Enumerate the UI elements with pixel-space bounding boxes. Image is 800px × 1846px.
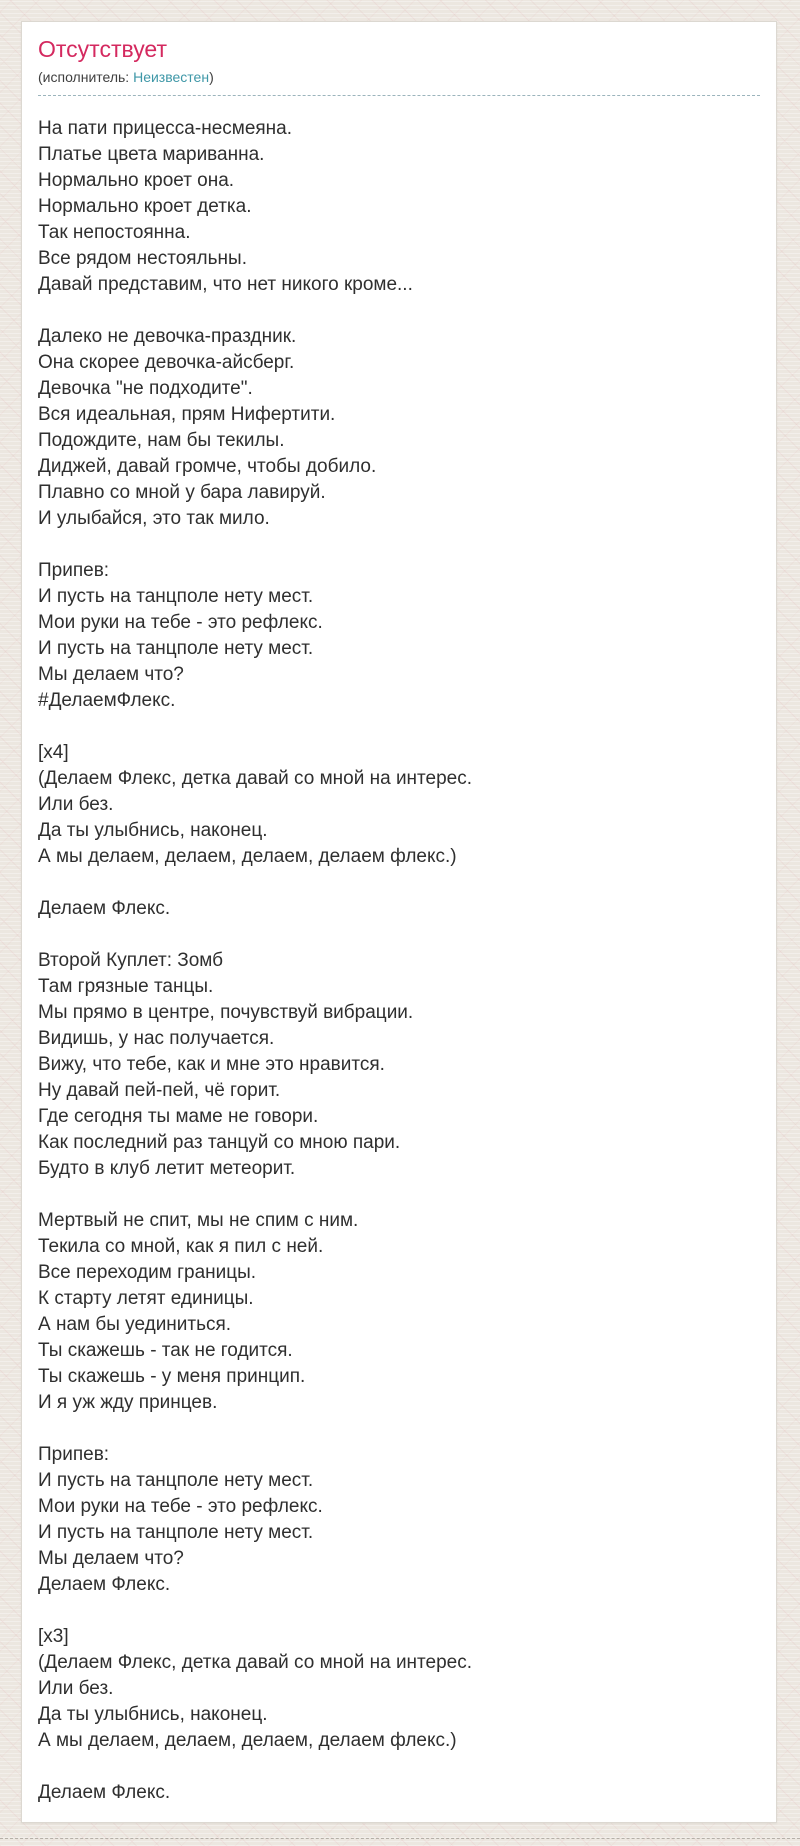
lyric-line: Там грязные танцы. xyxy=(38,976,214,997)
artist-line xyxy=(38,68,760,86)
lyric-line: Плавно со мной у бара лавируй. xyxy=(38,482,326,503)
lyric-line: Подождите, нам бы текилы. xyxy=(38,430,285,451)
lyric-line: А мы делаем, делаем, делаем, делаем флекс.) xyxy=(38,1730,457,1751)
lyric-line: К старту летят единицы. xyxy=(38,1288,254,1309)
lyric-line: Делаем Флекс. xyxy=(38,1782,171,1803)
lyric-line: Или без. xyxy=(38,794,114,815)
lyric-line: И пусть на танцполе нету мест. xyxy=(38,1470,314,1491)
lyric-line: Да ты улыбнись, наконец. xyxy=(38,820,268,841)
artist-label-prefix: (исполнитель: xyxy=(38,69,134,85)
lyric-line: Нормально кроет она. xyxy=(38,170,235,191)
lyric-line: Видишь, у нас получается. xyxy=(38,1028,275,1049)
lyric-line: Платье цвета мариванна. xyxy=(38,144,265,165)
lyric-line: Ну давай пей-пей, чё горит. xyxy=(38,1080,281,1101)
lyric-line: Где сегодня ты маме не говори. xyxy=(38,1106,319,1127)
lyrics-stanza xyxy=(38,896,760,922)
lyrics-stanza xyxy=(38,116,760,298)
lyric-line: Мертвый не спит, мы не спим с ним. xyxy=(38,1210,359,1231)
lyric-line: Она скорее девочка-айсберг. xyxy=(38,352,295,373)
song-title: Отсутствует xyxy=(38,36,167,62)
page-bottom-dashed-line xyxy=(0,1838,800,1839)
lyric-line: И пусть на танцполе нету мест. xyxy=(38,638,314,659)
artist-link[interactable]: Неизвестен xyxy=(133,69,210,85)
lyric-line: Давай представим, что нет никого кроме... xyxy=(38,274,413,295)
song-header xyxy=(22,22,776,96)
lyric-line: (Делаем Флекс, детка давай со мной на интерес. xyxy=(38,768,473,789)
lyrics-card xyxy=(21,21,777,1823)
lyrics-body xyxy=(22,96,776,1830)
lyric-line: Текила со мной, как я пил с ней. xyxy=(38,1236,324,1257)
lyric-line: Нормально кроет детка. xyxy=(38,196,252,217)
lyric-line: Припев: xyxy=(38,1444,110,1465)
lyric-line: Или без. xyxy=(38,1678,114,1699)
lyric-line: Вижу, что тебе, как и мне это нравится. xyxy=(38,1054,385,1075)
lyrics-stanza xyxy=(38,1208,760,1416)
lyric-line: Вся идеальная, прям Нифертити. xyxy=(38,404,336,425)
lyric-line: Делаем Флекс. xyxy=(38,898,171,919)
lyric-line: И улыбайся, это так мило. xyxy=(38,508,270,529)
lyric-line: Так непостоянна. xyxy=(38,222,191,243)
lyric-line: Мы прямо в центре, почувствуй вибрации. xyxy=(38,1002,414,1023)
lyrics-stanza xyxy=(38,558,760,714)
lyric-line: Мы делаем что? xyxy=(38,664,184,685)
lyric-line: Ты скажешь - у меня принцип. xyxy=(38,1366,306,1387)
lyric-line: Ты скажешь - так не годится. xyxy=(38,1340,293,1361)
lyric-line: [x4] xyxy=(38,742,69,763)
lyric-line: Все переходим границы. xyxy=(38,1262,257,1283)
lyric-line: Все рядом нестояльны. xyxy=(38,248,247,269)
lyric-line: Делаем Флекс. xyxy=(38,1574,171,1595)
lyric-line: И пусть на танцполе нету мест. xyxy=(38,586,314,607)
lyric-line: (Делаем Флекс, детка давай со мной на интерес. xyxy=(38,1652,473,1673)
lyric-line: А мы делаем, делаем, делаем, делаем флекс.) xyxy=(38,846,457,867)
lyric-line: Мы делаем что? xyxy=(38,1548,184,1569)
lyrics-stanza xyxy=(38,1780,760,1806)
lyric-line: Далеко не девочка-праздник. xyxy=(38,326,297,347)
lyric-line: [x3] xyxy=(38,1626,69,1647)
lyric-line: Как последний раз танцуй со мною пари. xyxy=(38,1132,401,1153)
lyrics-stanza xyxy=(38,948,760,1182)
lyric-line: Мои руки на тебе - это рефлекс. xyxy=(38,612,323,633)
lyric-line: #ДелаемФлекс. xyxy=(38,690,176,711)
lyric-line: Мои руки на тебе - это рефлекс. xyxy=(38,1496,323,1517)
lyric-line: На пати прицесса-несмеяна. xyxy=(38,118,293,139)
lyrics-stanza xyxy=(38,1442,760,1598)
lyric-line: И я уж жду принцев. xyxy=(38,1392,218,1413)
lyric-line: Будто в клуб летит метеорит. xyxy=(38,1158,296,1179)
lyrics-stanza xyxy=(38,740,760,870)
lyric-line: И пусть на танцполе нету мест. xyxy=(38,1522,314,1543)
lyrics-stanza xyxy=(38,1624,760,1754)
lyric-line: Второй Куплет: Зомб xyxy=(38,950,224,971)
lyric-line: Девочка "не подходите". xyxy=(38,378,253,399)
lyrics-stanza xyxy=(38,324,760,532)
lyric-line: А нам бы уединиться. xyxy=(38,1314,232,1335)
lyric-line: Диджей, давай громче, чтобы добило. xyxy=(38,456,377,477)
lyric-line: Припев: xyxy=(38,560,110,581)
artist-label-suffix: ) xyxy=(209,69,214,85)
lyric-line: Да ты улыбнись, наконец. xyxy=(38,1704,268,1725)
